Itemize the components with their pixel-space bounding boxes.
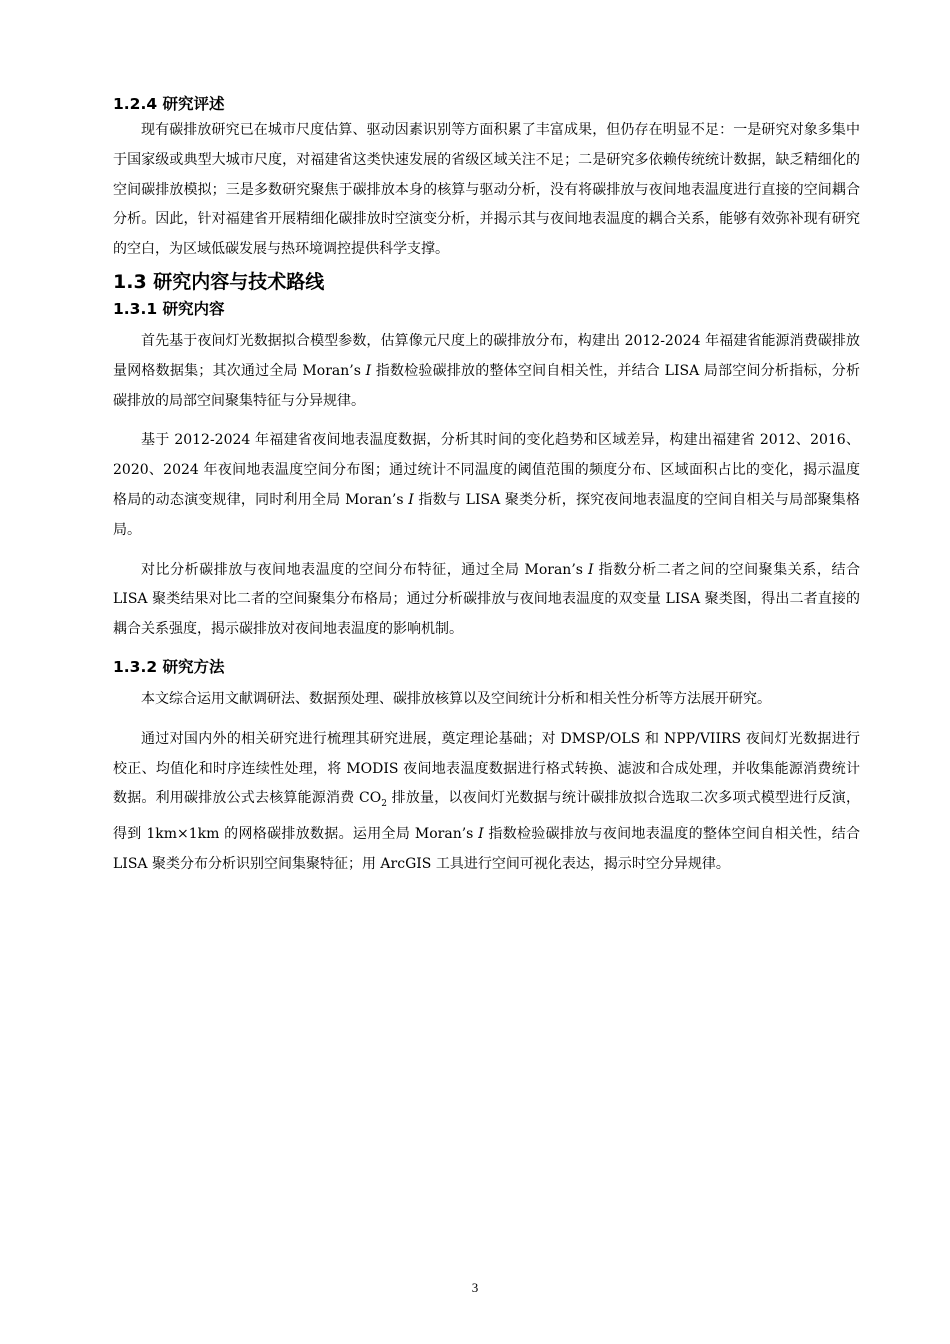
text-segment: 首先基于夜间灯光数据拟合模型参数，估算像元尺度上的碳排放分布，构建出 2012-2024 年福建省能源消费碳排放量网格数据集；其次通过全局 Moran’s bbox=[113, 332, 860, 379]
paragraph-content-3 bbox=[113, 556, 860, 645]
text-segment: 通过对国内外的相关研究进行梳理其研究进展，奠定理论基础；对 DMSP/OLS 和 NPP/VIIRS 夜间灯光数据进行校正、均值化和时序连续性处理，将 MODIS 夜间地表温度数据进行格式转换、滤波和合成处理，并收集能源消费统计数据。利用碳排放公式去核算能源消费 CO bbox=[113, 730, 860, 807]
heading-1-3-1: 1.3.1 研究内容 bbox=[113, 299, 225, 318]
text-segment: 指数检验碳排放的整体空间自相关性，并结合 LISA 局部空间分析指标，分析碳排放的局部空间聚集特征与分异规律。 bbox=[113, 362, 860, 409]
heading-1-2-4: 1.2.4 研究评述 bbox=[113, 95, 225, 113]
heading-1-3: 1.3 研究内容与技术路线 bbox=[113, 270, 325, 293]
paragraph-method-2 bbox=[113, 725, 860, 880]
page-number: 3 bbox=[471, 1280, 479, 1295]
page-content bbox=[113, 92, 860, 880]
italic-symbol: I bbox=[478, 825, 484, 842]
italic-symbol: I bbox=[365, 362, 372, 379]
text-segment: 指数分析二者之间的空间聚集关系，结合 LISA 聚类结果对比二者的空间聚集分布格局；通过分析碳排放与夜间地表温度的双变量 LISA 聚类图，得出二者直接的耦合关系强度，揭示碳排放对夜间地表温度的影响机制。 bbox=[113, 561, 861, 638]
text-segment: 指数检验碳排放与夜间地表温度的整体空间自相关性，结合 LISA 聚类分布分析识别空间集聚特征；用 ArcGIS 工具进行空间可视化表达，揭示时空分异规律。 bbox=[113, 825, 860, 872]
paragraph-content-2 bbox=[113, 426, 860, 545]
paragraph-method-1: 本文综合运用文献调研法、数据预处理、碳排放核算以及空间统计分析和相关性分析等方法展开研究。 bbox=[141, 690, 771, 707]
text-segment: 排放量，以夜间灯光数据与统计碳排放拟合选取二次多项式模型进行反演，得到 1km×1km 的网格碳排放数据。运用全局 Moran’s bbox=[113, 790, 860, 842]
subscript-2: 2 bbox=[381, 799, 387, 810]
paragraph-content-1 bbox=[113, 327, 860, 416]
italic-symbol: I bbox=[587, 561, 594, 578]
heading-1-3-2: 1.3.2 研究方法 bbox=[113, 657, 225, 676]
text-segment: 对比分析碳排放与夜间地表温度的空间分布特征，通过全局 Moran’s bbox=[141, 561, 588, 578]
paragraph-research-review: 现有碳排放研究已在城市尺度估算、驱动因素识别等方面积累了丰富成果，但仍存在明显不足：一是研究对象多集中于国家级或典型大城市尺度，对福建省这类快速发展的省级区域关注不足；二是研究多依赖传统统计数据，缺乏精细化的空间碳排放模拟；三是多数研究聚焦于碳排放本身的核算与驱动分析，没有将碳排放与夜间地表温度进行直接的空间耦合分析。因此，针对福建省开展精细化碳排放时空演变分析，并揭示其与夜间地表温度的耦合关系，能够有效弥补现有研究的空白，为区域低碳发展与热环境调控提供科学支撑。 bbox=[113, 122, 860, 258]
text-segment: 指数与 LISA 聚类分析，探究夜间地表温度的空间自相关与局部聚集格局。 bbox=[113, 491, 860, 538]
text-segment: 基于 2012-2024 年福建省夜间地表温度数据，分析其时间的变化趋势和区域差异，构建出福建省 2012、2016、2020、2024 年夜间地表温度空间分布图；通过统计不同温度的阈值范围的频度分布、区域面积占比的变化，揭示温度格局的动态演变规律，同时利用全局 Moran’s bbox=[113, 432, 860, 508]
italic-symbol: I bbox=[408, 491, 414, 508]
